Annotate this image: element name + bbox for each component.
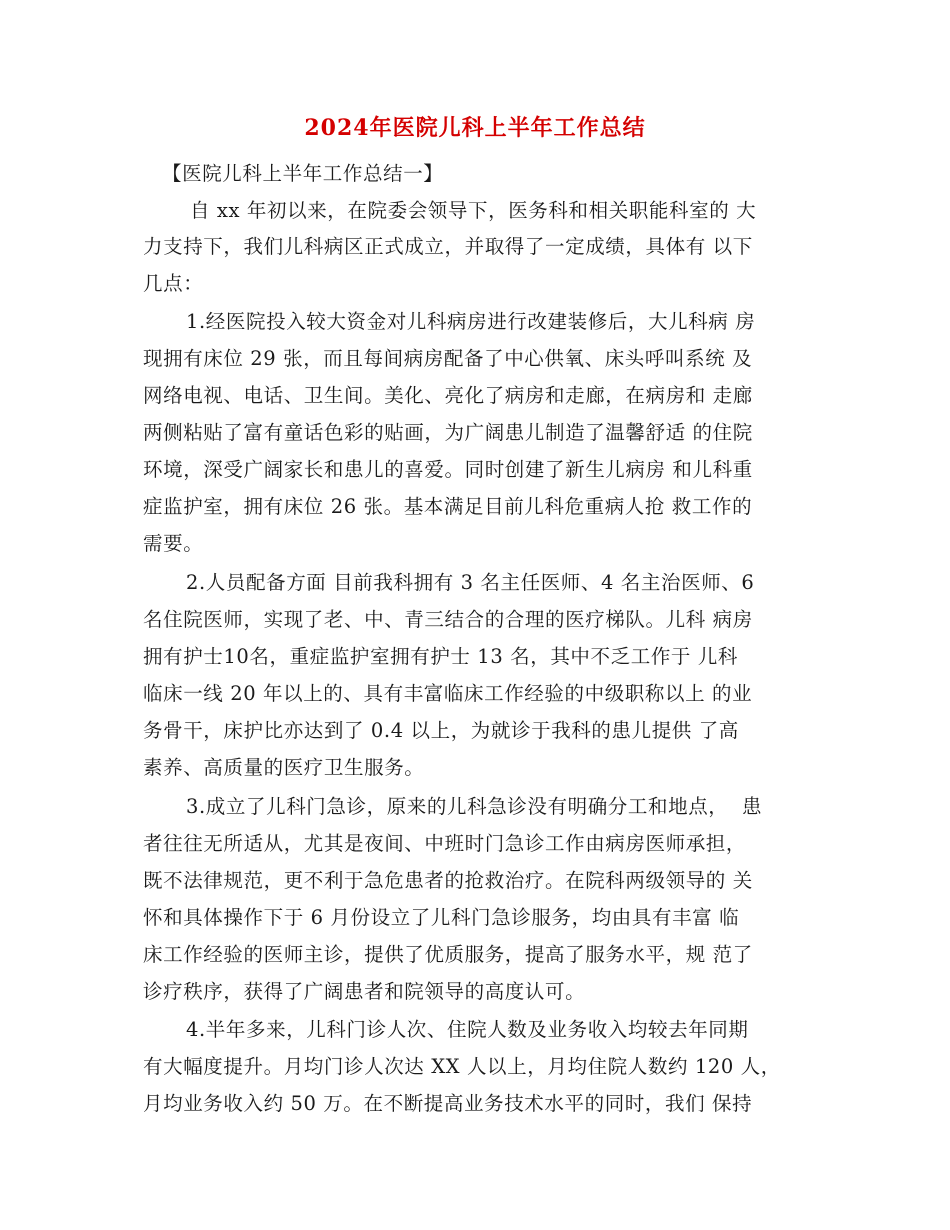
paragraph-line: 3.成立了儿科门急诊，原来的儿科急诊没有明确分工和地点， 患 [186, 795, 763, 818]
paragraph-line: 2.人员配备方面 目前我科拥有 3 名主任医师、4 名主治医师、6 [186, 571, 755, 594]
paragraph-line: 几点： [143, 272, 204, 295]
paragraph-line: 力支持下，我们儿科病区正式成立，并取得了一定成绩，具体有 以下 [143, 235, 753, 258]
paragraph-line: 床工作经验的医师主诊，提供了优质服务，提高了服务水平，规 范了 [143, 943, 753, 966]
paragraph-line: 务骨干，床护比亦达到了 0.4 以上，为就诊于我科的患儿提供 了高 [143, 719, 739, 742]
paragraph-line: 有大幅度提升。月均门诊人次达 XX 人以上，月均住院人数约 120 人， [143, 1055, 781, 1078]
paragraph-line: 需要。 [143, 532, 204, 555]
paragraph-line: 网络电视、电话、卫生间。美化、亮化了病房和走廊，在病房和 走廊 [143, 384, 753, 407]
paragraph-line: 两侧粘贴了富有童话色彩的贴画，为广阔患儿制造了温馨舒适 的住院 [143, 421, 753, 444]
paragraph-line: 1.经医院投入较大资金对儿科病房进行改建装修后，大儿科病 房 [186, 310, 756, 333]
paragraph-line: 既不法律规范，更不利于急危患者的抢救治疗。在院科两级领导的 关 [143, 869, 753, 892]
paragraph-line: 症监护室，拥有床位 26 张。基本满足目前儿科危重病人抢 救工作的 [143, 495, 753, 518]
document-title: 2024年医院儿科上半年工作总结 [304, 115, 646, 141]
paragraph-line: 现拥有床位 29 张，而且每间病房配备了中心供氧、床头呼叫系统 及 [143, 347, 753, 370]
paragraph-line: 4.半年多来，儿科门诊人次、住院人数及业务收入均较去年同期 [186, 1018, 749, 1041]
paragraph-line: 拥有护士10名，重症监护室拥有护士 13 名，其中不乏工作于 儿科 [143, 645, 739, 668]
section-heading: 【医院儿科上半年工作总结一】 [162, 162, 444, 185]
paragraph-line: 诊疗秩序，获得了广阔患者和院领导的高度认可。 [143, 980, 586, 1003]
paragraph-line: 临床一线 20 年以上的、具有丰富临床工作经验的中级职称以上 的业 [143, 682, 753, 705]
paragraph-line: 者往往无所适从，尤其是夜间、中班时门急诊工作由病房医师承担， [143, 832, 747, 855]
paragraph-line: 名住院医师，实现了老、中、青三结合的合理的医疗梯队。儿科 病房 [143, 608, 753, 631]
paragraph-line: 自 xx 年初以来，在院委会领导下，医务科和相关职能科室的 大 [190, 199, 757, 222]
paragraph-line: 素养、高质量的医疗卫生服务。 [143, 756, 425, 779]
paragraph-line: 环境，深受广阔家长和患儿的喜爱。同时创建了新生儿病房 和儿科重 [143, 458, 753, 481]
paragraph-line: 月均业务收入约 50 万。在不断提高业务技术水平的同时，我们 保持 [143, 1092, 753, 1115]
paragraph-line: 怀和具体操作下于 6 月份设立了儿科门急诊服务，均由具有丰富 临 [143, 906, 740, 929]
